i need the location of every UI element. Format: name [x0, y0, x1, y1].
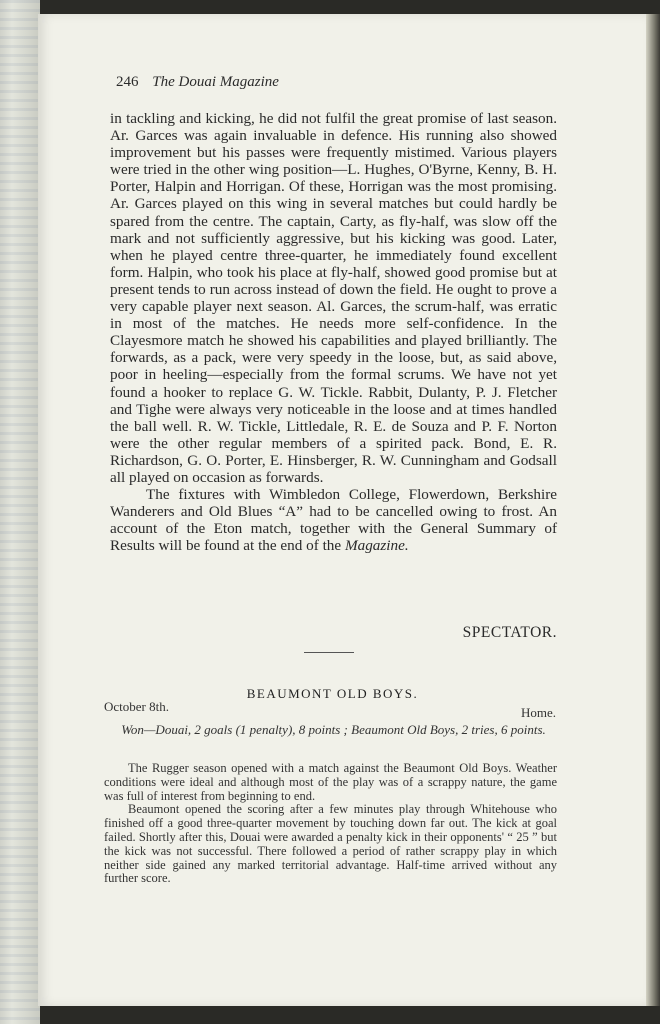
page-number: 246	[116, 74, 139, 90]
section-divider	[304, 652, 354, 653]
binding-gutter	[0, 0, 40, 1024]
paragraph: in tackling and kicking, he did not fulfil the great promise of last season. Ar. Garces was again invaluable in defence. His running also showed improvement but his passes were frequently mistimed. Various players were tried in the other wing position—L. Hughes, O'Byrne, Kenny, B. H. Porter, Halpin and Horrigan. Of these, Horrigan was the most promising. Ar. Garces played on this wing in several matches but could hardly be spared from the centre. The captain, Carty, as fly-half, was slow off the mark and not sufficiently aggressive, but his kicking was good. Later, when he played centre three-quarter, he immediately found excellent form. Halpin, who took his place at fly-half, showed good promise but at present tends to run across instead of down the field. He ought to prove a very capable player next season. Al. Garces, the scrum-half, was erratic in most of the matches. He needs more self-confidence. In the Clayesmore match he showed his capabilities and played brilliantly. The forwards, as a pack, were very speedy in the loose, but, as said above, poor in heeling—especially from the formal scrums. We have not yet found a hooker to replace G. W. Tickle. Rabbit, Dulanty, P. J. Fletcher and Tighe were always very noticeable in the loose and at times handled the ball well. R. W. Tickle, Littledale, R. E. de Souza and P. F. Norton were the other regular members of a spirited pack. Bond, E. R. Richardson, G. O. Porter, E. Hinsberger, R. W. Cunningham and Godsall all played on occasion as forwards.	[110, 110, 557, 486]
report-paragraph: The Rugger season opened with a match against the Beaumont Old Boys. Weather conditions were ideal and although most of the play was of a scrappy nature, the game was full of interest from beginning to end.	[104, 761, 557, 803]
report-paragraph: Beaumont opened the scoring after a few minutes play through Whitehouse who finished off a good three-quarter movement by touching down far out. The kick at goal failed. Shortly after this, Douai were awarded a penalty kick in their opponents' “ 25 ” but the kick was not successful. There followed a period of rather scrappy play in which neither side gained any marked territorial advantage. Half-time arrived without any further score.	[104, 802, 557, 886]
paragraph-text: The fixtures with Wimbledon College, Flowerdown, Berkshire Wanderers and Old Blues “A” had to be cancelled owing to frost. An account of the Eton match, together with the General Summary of Results will be found at the end of the	[110, 486, 557, 555]
match-venue: Home.	[520, 705, 556, 720]
page-edge-shadow	[646, 14, 660, 1006]
paragraph	[110, 486, 557, 554]
match-date: October 8th.	[104, 699, 169, 714]
article-body	[110, 110, 557, 554]
match-title: BEAUMONT OLD BOYS.	[246, 686, 419, 701]
magazine-title: The Douai Magazine	[152, 74, 279, 90]
running-header	[116, 74, 279, 91]
match-report	[104, 762, 557, 886]
signature: SPECTATOR.	[462, 624, 557, 641]
magazine-reference: Magazine.	[344, 537, 409, 555]
match-result: Won—Douai, 2 goals (1 penalty), 8 points ; Beaumont Old Boys, 2 tries, 6 points.	[121, 722, 546, 737]
